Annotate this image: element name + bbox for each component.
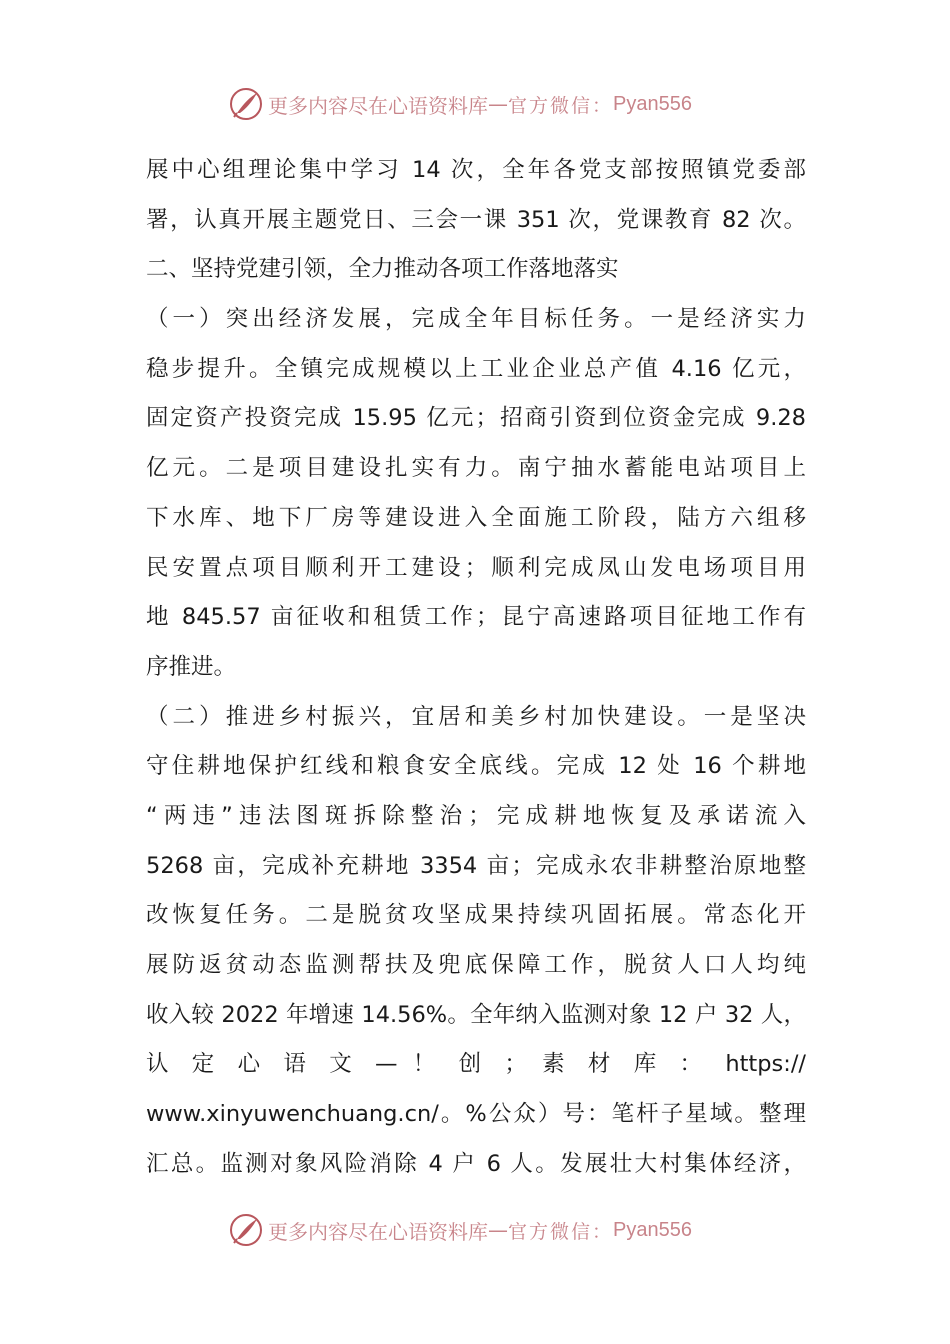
text-line: 亿元。二是项目建设扎实有力。南宁抽水蓄能电站项目上 [146, 455, 806, 482]
text-line: 稳步提升。全镇完成规模以上工业企业总产值 4.16 亿元， [146, 355, 806, 382]
text-line: 展中心组理论集中学习 14 次，全年各党支部按照镇党委部 [146, 157, 806, 183]
banner-dash: — [488, 1218, 508, 1242]
text-line: www.xinyuwenchuang.cn/。%公众）号：笔杆子星域。整理 [146, 1101, 806, 1128]
banner-sub-text: 官方微信： [508, 1220, 614, 1243]
text-line: 民安置点项目顺利开工建设；顺利完成凤山发电场项目用 [146, 554, 806, 581]
banner-wechat-id: Pyan556 [613, 1218, 692, 1241]
footer-banner [228, 1210, 692, 1250]
text-line: 展防返贫动态监测帮扶及兜底保障工作，脱贫人口人均纯 [146, 952, 806, 978]
text-line: 署，认真开展主题党日、三会一课 351 次，党课教育 82 次。 [146, 206, 806, 233]
text-line: 地 845.57 亩征收和租赁工作；昆宁高速路项目征地工作有 [146, 604, 806, 631]
text-line: 收入较 2022 年增速 14.56%。全年纳入监测对象 12 户 32 人， [146, 1001, 806, 1028]
text-line: 汇总。监测对象风险消除 4 户 6 人。发展壮大村集体经济， [146, 1150, 806, 1177]
text-line: 序推进。 [146, 653, 237, 680]
text-line: “两违”违法图斑拆除整治；完成耕地恢复及承诺流入 [146, 802, 806, 829]
text-line: 守住耕地保护红线和粮食安全底线。完成 12 处 16 个耕地 [146, 753, 806, 780]
banner-sub-text: 官方微信： [508, 94, 614, 117]
header-banner [228, 84, 692, 124]
quill-pen-logo-icon [228, 86, 264, 122]
document-body [146, 146, 806, 1189]
text-line: 改恢复任务。二是脱贫攻坚成果持续巩固拓展。常态化开 [146, 902, 806, 929]
banner-dash: — [488, 92, 508, 116]
banner-brand-text: 更多内容尽在心语资料库 [268, 1219, 488, 1244]
text-line: （二）推进乡村振兴，宜居和美乡村加快建设。一是坚决 [146, 703, 806, 730]
quill-pen-logo-icon [228, 1212, 264, 1248]
section-heading: 二、坚持党建引领，全力推动各项工作落地落实 [146, 256, 619, 283]
text-line: 下水库、地下厂房等建设进入全面施工阶段，陆方六组移 [146, 504, 806, 531]
banner-brand-text: 更多内容尽在心语资料库 [268, 93, 488, 118]
text-line: （一）突出经济发展，完成全年目标任务。一是经济实力 [146, 306, 806, 333]
banner-wechat-id: Pyan556 [613, 92, 692, 115]
text-line: 认 定 心 语 文 — ！ 创 ； 素 材 库 ： https:// [146, 1051, 806, 1078]
text-line: 5268 亩，完成补充耕地 3354 亩；完成永农非耕整治原地整 [146, 852, 806, 879]
text-line: 固定资产投资完成 15.95 亿元；招商引资到位资金完成 9.28 [146, 405, 806, 432]
